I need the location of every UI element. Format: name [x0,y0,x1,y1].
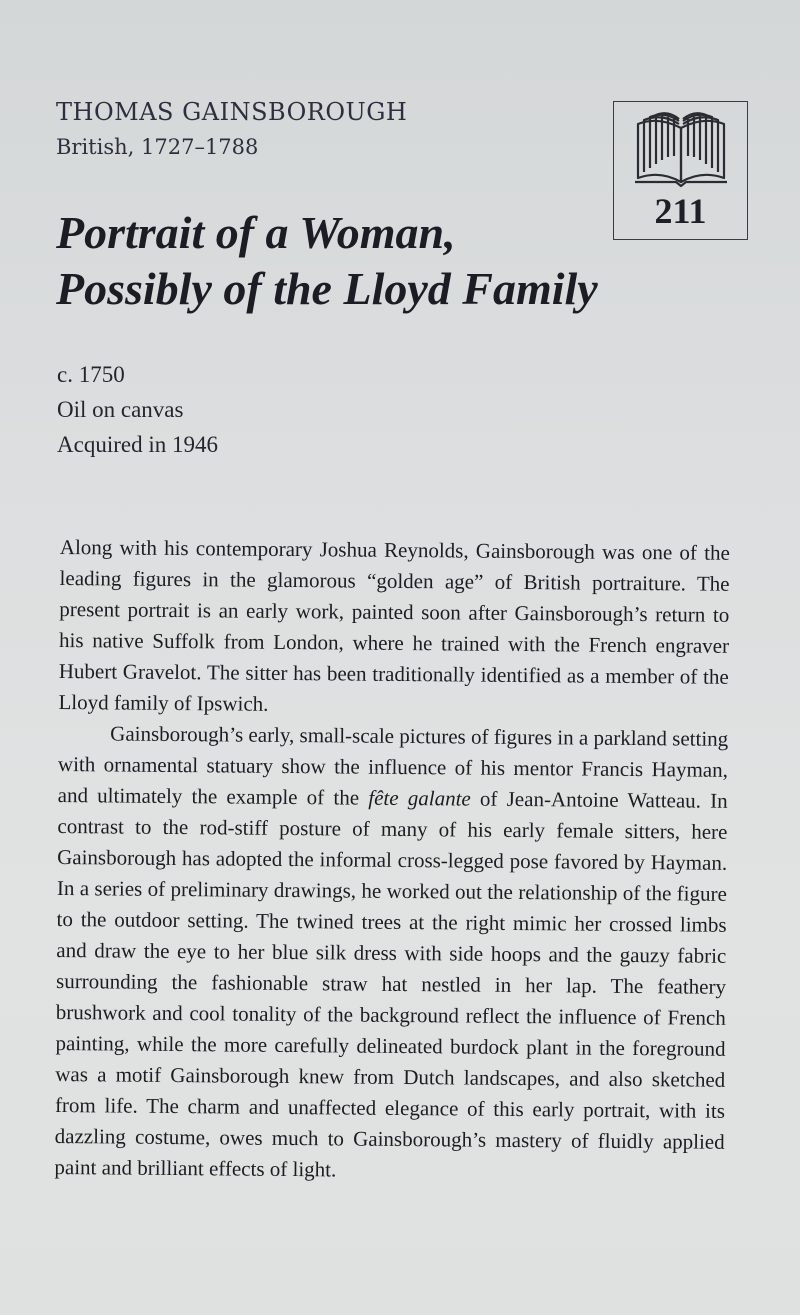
paragraph-2-start: Gainsborough’s early, small-scale pictures of figures in a parkland setting with ornamental statuary show the influence of his mentor Francis Hayman, and ultimately the example of the [57,721,729,810]
audio-guide-box [613,101,748,240]
paragraph-2-end: of Jean-Antoine Watteau. In contrast to the rod-stiff posture of many of his early female sitters, here Gainsborough has adopted the informal cross-legged pose favored by Hayman. In a series of preliminary drawings, he worked out the relationship of the figure to the outdoor setting. The twined trees at the right mimic her crossed limbs and draw the eye to her blue silk dress with side hoops and the gauzy fabric surrounding the fashionable straw hat nestled in her lap. The feathery brushwork and cool tonality of the background reflect the influence of French painting, while the more carefully delineated burdock plant in the foreground was a motif Gainsborough knew from Dutch landscapes, and also sketched from life. The charm and unaffected elegance of this early portrait, with its dazzling costume, owes much to Gainsborough’s mastery of fluidly applied paint and brilliant effects of light. [54,786,728,1182]
artist-nationality-dates: British, 1727–1788 [56,135,259,159]
artwork-medium: Oil on canvas [57,397,184,422]
description-text [54,532,730,1189]
artwork-acquisition: Acquired in 1946 [57,432,218,457]
artist-name: THOMAS GAINSBOROUGH [56,98,408,126]
fete-galante-italic: fête galante [368,785,471,811]
description-paragraph-1: Along with his contemporary Joshua Reynolds, Gainsborough was one of the leading figures in the glamorous “golden age” of British portraiture. The present portrait is an early work, painted soon after Gainsborough’s return to his native Suffolk from London, where he trained with the French engraver Hubert Gravelot. The sitter has been traditionally identified as a member of the Lloyd family of Ipswich. [58,534,730,716]
description-paragraph-2 [54,718,728,1189]
title-line-1: Portrait of a Woman, [56,207,456,258]
title-line-2: Possibly of the Lloyd Family [56,263,598,314]
open-book-icon [632,112,730,188]
artwork-details [57,357,218,462]
audio-guide-number: 211 [654,191,707,231]
artwork-date: c. 1750 [57,362,125,387]
